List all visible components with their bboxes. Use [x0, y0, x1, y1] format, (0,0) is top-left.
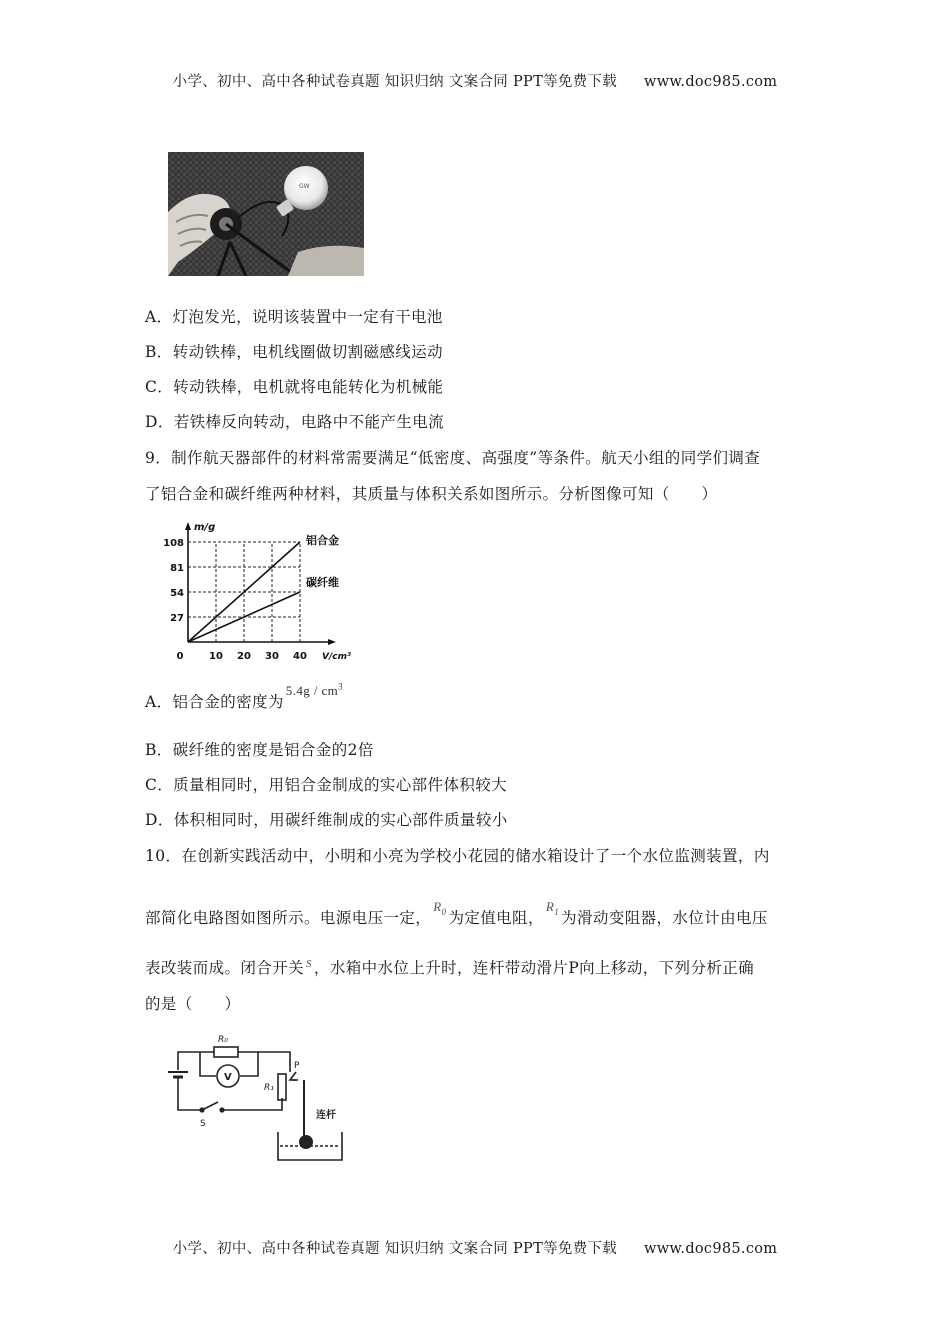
q10-line2: 部简化电路图如图所示。电源电压一定，$R_0$ 为定值电阻，$R_1$ 为滑动变阻器，水位计由电压 [145, 899, 768, 927]
p-label: P [294, 1061, 300, 1071]
page-header [0, 70, 950, 91]
wire-bottom [222, 1098, 282, 1110]
mass-volume-chart [160, 516, 360, 666]
wire-top-left [178, 1052, 214, 1070]
q9-option-b: B．碳纤维的密度是铝合金的2倍 [145, 741, 374, 759]
y-axis-arrow [185, 522, 191, 530]
x-tick-label: 20 [237, 651, 251, 662]
q8-option-a: A．灯泡发光，说明该装置中一定有干电池 [145, 308, 443, 326]
float-ball [299, 1135, 313, 1149]
x-tick-label: 10 [209, 651, 223, 662]
switch-symbol: S [306, 958, 312, 970]
q10-line3: 表改装而成。闭合开关 $^S$ ，水箱中水位上升时，连杆带动滑片P向上移动，下列分析正确 [145, 958, 755, 977]
q9-option-a-text: A．铝合金的密度为 [145, 693, 284, 711]
footer-text: 小学、初中、高中各种试卷真题 知识归纳 文案合同 PPT等免费下载 [172, 1241, 618, 1257]
x-axis-label: V/cm³ [322, 652, 351, 662]
voltmeter-label: V [224, 1072, 232, 1083]
q10-line4: 的是（ ） [145, 995, 241, 1013]
header-site[interactable]: www.doc985.com [644, 74, 778, 90]
q8-option-b: B．转动铁棒，电机线圈做切割磁感线运动 [145, 343, 443, 361]
q8-option-d: D．若铁棒反向转动，电路中不能产生电流 [145, 413, 445, 431]
y-tick-label: 81 [170, 563, 184, 574]
switch-label: S [200, 1119, 206, 1129]
y-axis-label: m/g [194, 522, 216, 533]
x-tick-label: 40 [293, 651, 307, 662]
wire-vm-right [240, 1052, 258, 1076]
q8-option-c: C．转动铁棒，电机就将电能转化为机械能 [145, 378, 444, 396]
svg-text:GW: GW [299, 183, 310, 190]
motor-bulb-photo [168, 152, 364, 276]
r0-resistor [214, 1047, 238, 1057]
wire-top-right [238, 1052, 290, 1072]
rod-label: 连杆 [316, 1110, 336, 1121]
water-level-circuit [160, 1028, 356, 1168]
header-text: 小学、初中、高中各种试卷真题 知识归纳 文案合同 PPT等免费下载 [172, 74, 618, 90]
series-label-1: 铝合金 [306, 534, 339, 547]
slider-p [290, 1072, 296, 1080]
x-tick-label: 30 [265, 651, 279, 662]
density-value: 5.4g / cm3 [285, 681, 344, 698]
q9-stem-line2: 了铝合金和碳纤维两种材料，其质量与体积关系如图所示。分析图像可知（ ） [145, 485, 718, 503]
x-tick-label: 0 [176, 651, 184, 662]
series-label-2: 碳纤维 [306, 576, 339, 589]
footer-site[interactable]: www.doc985.com [644, 1241, 778, 1257]
r1-symbol: $R_1$ [545, 899, 560, 918]
q9-stem-line1: 9．制作航天器部件的材料常需要满足“低密度、高强度”等条件。航天小组的同学们调查 [145, 449, 761, 467]
y-tick-label: 54 [170, 588, 184, 599]
q9-option-a [145, 681, 344, 712]
q9-option-d: D．体积相同时，用碳纤维制成的实心部件质量较小 [145, 811, 508, 829]
q10-line1: 10．在创新实践活动中，小明和小亮为学校小花园的储水箱设计了一个水位监测装置，内 [145, 847, 770, 865]
r0-symbol: $R_0$ [433, 899, 447, 918]
y-tick-label: 27 [170, 613, 184, 624]
q9-option-c: C．质量相同时，用铝合金制成的实心部件体积较大 [145, 776, 508, 794]
switch-lever [202, 1102, 218, 1110]
page-footer [0, 1237, 950, 1258]
y-tick-label: 108 [163, 538, 184, 549]
r1-label: R₁ [264, 1083, 274, 1093]
r0-label: R₀ [218, 1035, 228, 1045]
x-axis-arrow [328, 639, 336, 645]
r1-rheostat [278, 1074, 286, 1100]
wire-battery-bottom [178, 1077, 200, 1110]
